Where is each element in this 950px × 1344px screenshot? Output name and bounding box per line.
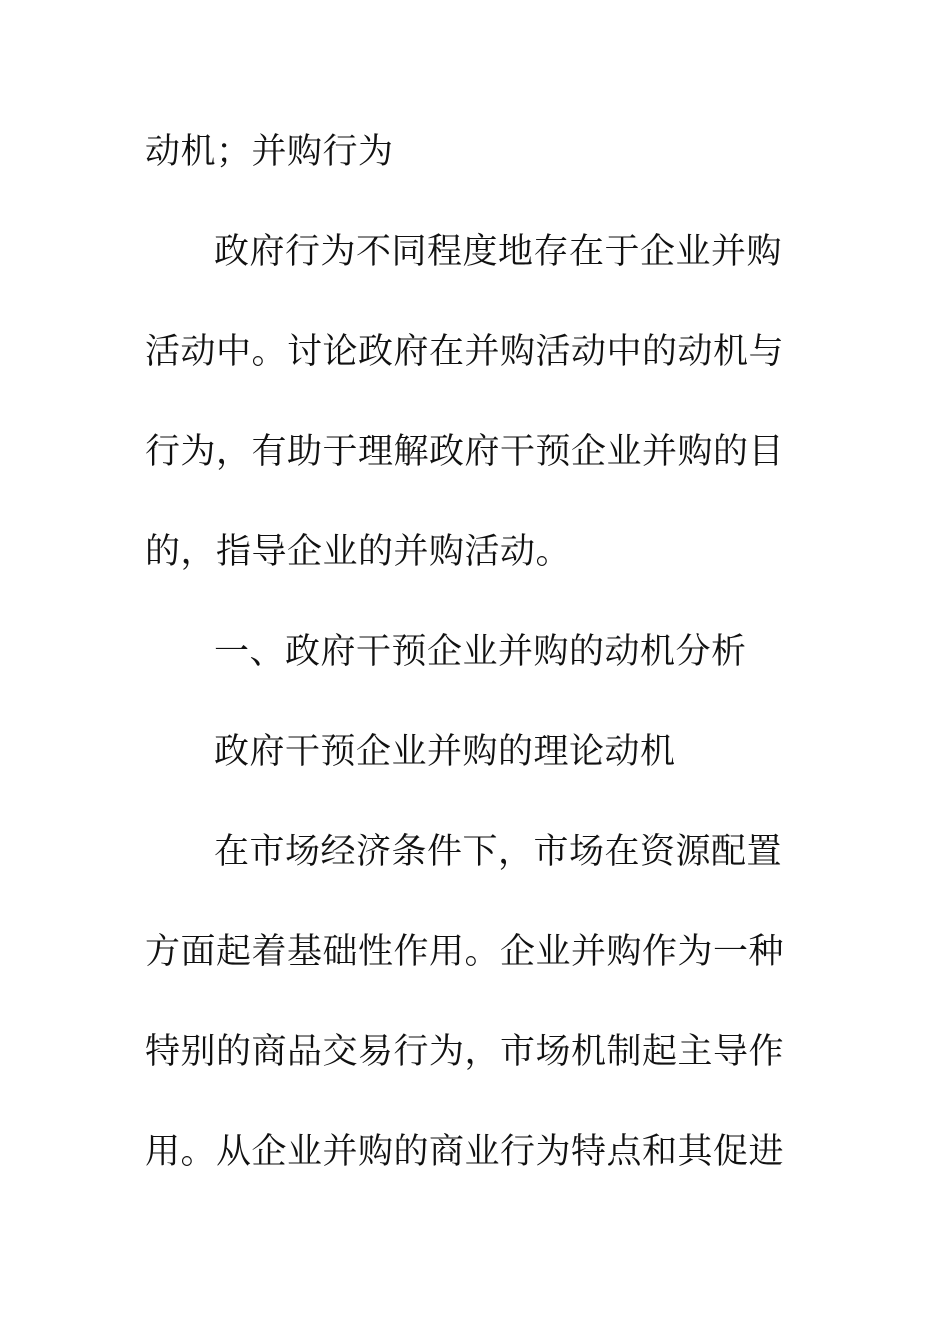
text-line: 活动中。讨论政府在并购活动中的动机与 — [145, 332, 785, 372]
paragraph-first-line: 政府行为不同程度地存在于企业并购 — [214, 232, 783, 272]
section-heading: 一、政府干预企业并购的动机分析 — [214, 632, 747, 672]
text-line: 方面起着基础性作用。企业并购作为一种 — [145, 932, 785, 972]
text-line: 的，指导企业的并购活动。 — [145, 532, 572, 572]
subsection-heading: 政府干预企业并购的理论动机 — [214, 732, 676, 772]
text-line: 动机；并购行为 — [145, 132, 394, 172]
text-line: 行为，有助于理解政府干预企业并购的目 — [145, 432, 785, 472]
paragraph-first-line: 在市场经济条件下，市场在资源配置 — [214, 832, 783, 872]
text-line: 用。从企业并购的商业行为特点和其促进 — [145, 1132, 785, 1172]
text-line: 特别的商品交易行为，市场机制起主导作 — [145, 1032, 785, 1072]
